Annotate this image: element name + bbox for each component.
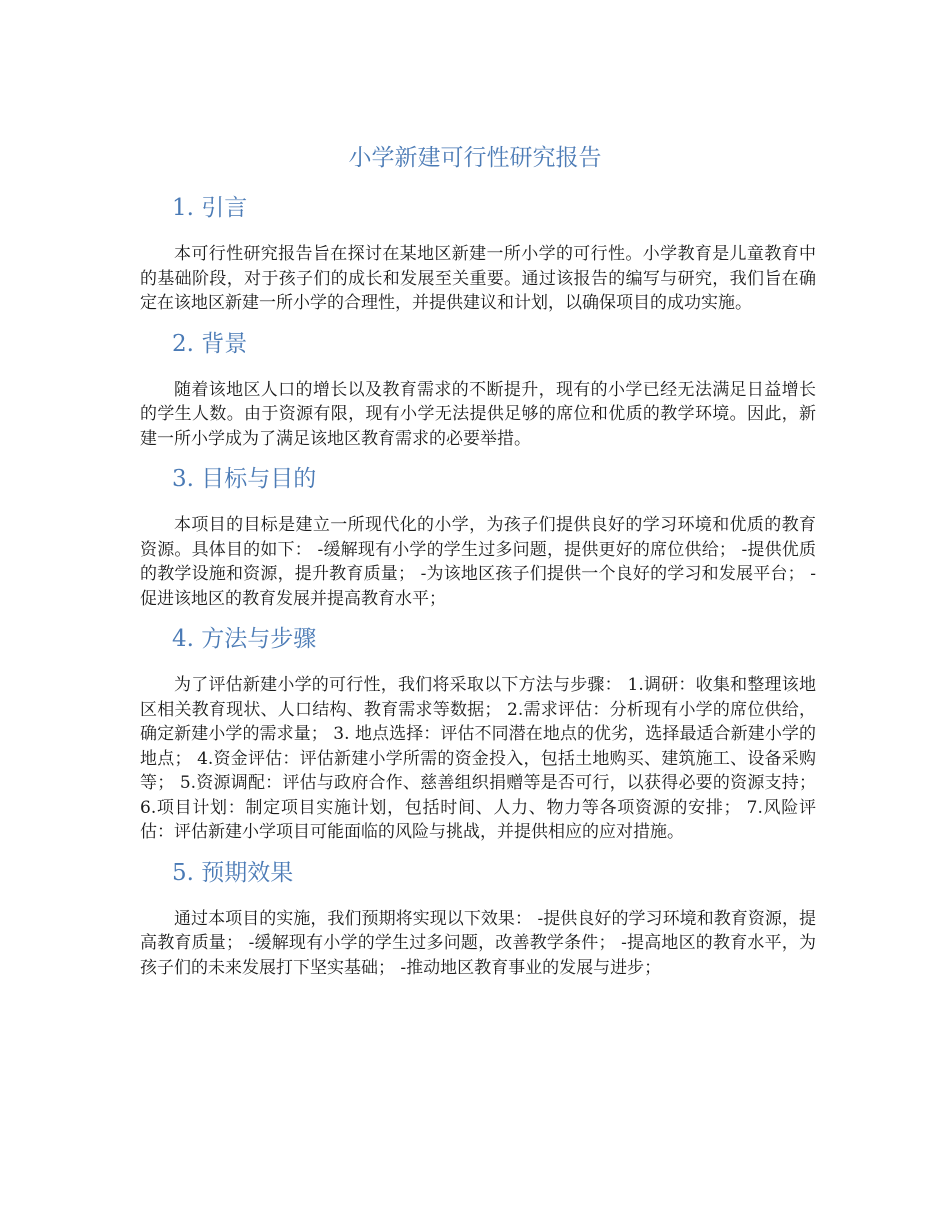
section-goals — [140, 459, 816, 611]
document-title: 小学新建可行性研究报告 — [348, 145, 602, 171]
section-heading: 5. 预期效果 — [172, 859, 294, 886]
section-heading: 2. 背景 — [172, 330, 248, 357]
section-paragraph: 通过本项目的实施，我们预期将实现以下效果： -提供良好的学习环境和教育资源，提高教育质量； -缓解现有小学的学生过多问题，改善教学条件； -提高地区的教育水平，为孩子们的未来发展打下坚实基础； -推动地区教育事业的发展与进步； — [140, 908, 816, 978]
section-paragraph: 随着该地区人口的增长以及教育需求的不断提升，现有的小学已经无法满足日益增长的学生人数。由于资源有限，现有小学无法提供足够的席位和优质的教学环境。因此，新建一所小学成为了满足该地区教育需求的必要举措。 — [140, 379, 816, 449]
section-background — [140, 324, 816, 452]
section-heading: 3. 目标与目的 — [172, 466, 317, 492]
section-expected-results — [140, 853, 816, 981]
section-paragraph: 本项目的目标是建立一所现代化的小学，为孩子们提供良好的学习环境和优质的教育资源。具体目的如下： -缓解现有小学的学生过多问题，提供更好的席位供给； -提供优质的教学设施和资源，提升教育质量； -为该地区孩子们提供一个良好的学习和发展平台； -促进该地区的教育发展并提高教育水平； — [140, 515, 816, 609]
section-paragraph: 本可行性研究报告旨在探讨在某地区新建一所小学的可行性。小学教育是儿童教育中的基础阶段，对于孩子们的成长和发展至关重要。通过该报告的编写与研究，我们旨在确定在该地区新建一所小学的合理性，并提供建议和计划，以确保项目的成功实施。 — [140, 244, 816, 313]
section-methods — [140, 619, 816, 845]
section-heading: 4. 方法与步骤 — [172, 626, 317, 652]
section-heading: 1. 引言 — [172, 195, 248, 221]
section-paragraph: 为了评估新建小学的可行性，我们将采取以下方法与步骤： 1.调研：收集和整理该地区相关教育现状、人口结构、教育需求等数据； 2.需求评估：分析现有小学的席位供给，确定新建小学的需求量； 3. 地点选择：评估不同潜在地点的优劣，选择最适合新建小学的地点； 4.资金评估：评估新建小学所需的资金投入，包括土地购买、建筑施工、设备采购等； 5.资源调配：评估与政府合作、慈善组织捐赠等是否可行，以获得必要的资源支持； 6.项目计划：制定项目实施计划，包括时间、人力、物力等各项资源的安排； 7.风险评估：评估新建小学项目可能面临的风险与挑战，并提供相应的应对措施。 — [140, 675, 816, 842]
section-introduction — [140, 188, 816, 316]
document-body — [140, 188, 816, 988]
